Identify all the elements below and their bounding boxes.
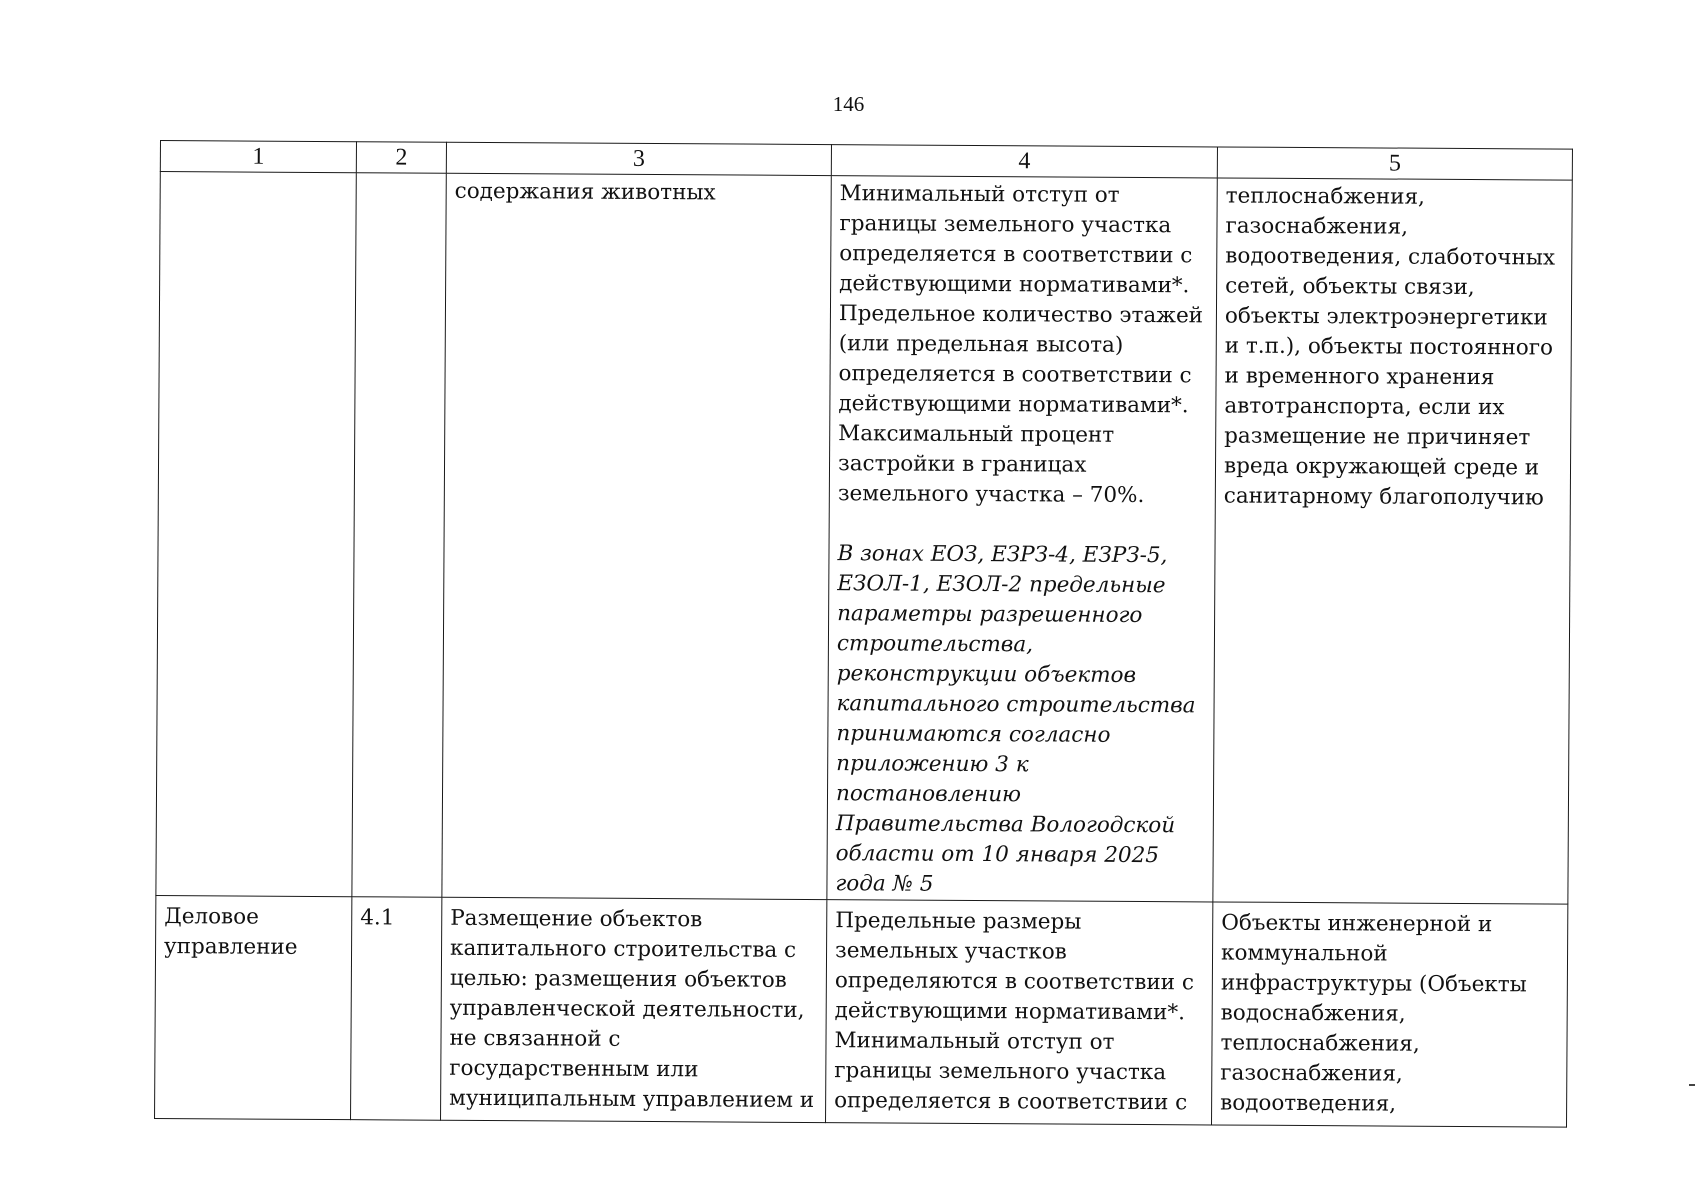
parameters-cell [827,176,1217,902]
page-number: 146 [832,92,865,116]
column-number: 3 [446,142,831,175]
parameter-text: Минимальный отступ от границы земельного участка определяется в соответствии с действующими нормативами*. [839,181,1193,299]
use-description-cell: содержания животных [442,173,831,899]
scan-mark [1689,1084,1695,1086]
parameter-text: Предельные размеры земельных участков определяются в соответствии с действующими нормативами*. [834,908,1195,1026]
use-code-cell [352,173,446,898]
use-code-cell: 4.1 [351,897,442,1121]
column-number: 4 [831,145,1217,178]
table-row [156,172,1572,905]
use-name-cell: Деловое управление [155,895,352,1119]
table-row [155,895,1568,1127]
column-number: 1 [160,141,356,173]
parameter-note-italic: В зонах ЕОЗ, ЕЗРЗ-4, ЕЗРЗ-5, ЕЗОЛ-1, ЕЗОЛ-2 предельные параметры разрешенного строительства, реконструкции объектов капитального строительства принимаются согласно приложению 3 к постановлению Правительства Вологодской области от 10 января 2025 года № 5 [835,541,1196,897]
parameter-text: Максимальный процент застройки в границах земельного участка – 70%. [837,421,1145,509]
auxiliary-cell: теплоснабжения, газоснабжения, водоотведения, слаботочных сетей, объекты связи, объекты электроэнергетики и т.п.), объекты постоянного и временного хранения автотранспорта, если их размещение не причиняет вреда окружающей среде и санитарному благополучию [1213,178,1572,904]
parameter-text: Минимальный отступ от границы земельного участка определяется в соответствии с [834,1028,1188,1116]
parameter-text: Предельное количество этажей (или предельная высота) определяется в соответствии с действующими нормативами*. [838,301,1204,419]
use-name-cell [156,172,356,897]
parameters-cell [826,900,1213,1125]
column-number: 5 [1217,147,1572,180]
auxiliary-cell: Объекты инженерной и коммунальной инфраструктуры (Объекты водоснабжения, теплоснабжения, газоснабжения, водоотведения, [1212,902,1568,1127]
use-description-cell: Размещение объектов капитального строительства с целью: размещения объектов управленческой деятельности, не связанной с государственным или муниципальным управлением и [441,897,827,1122]
regulations-table [154,140,1573,1128]
column-number: 2 [356,142,446,174]
